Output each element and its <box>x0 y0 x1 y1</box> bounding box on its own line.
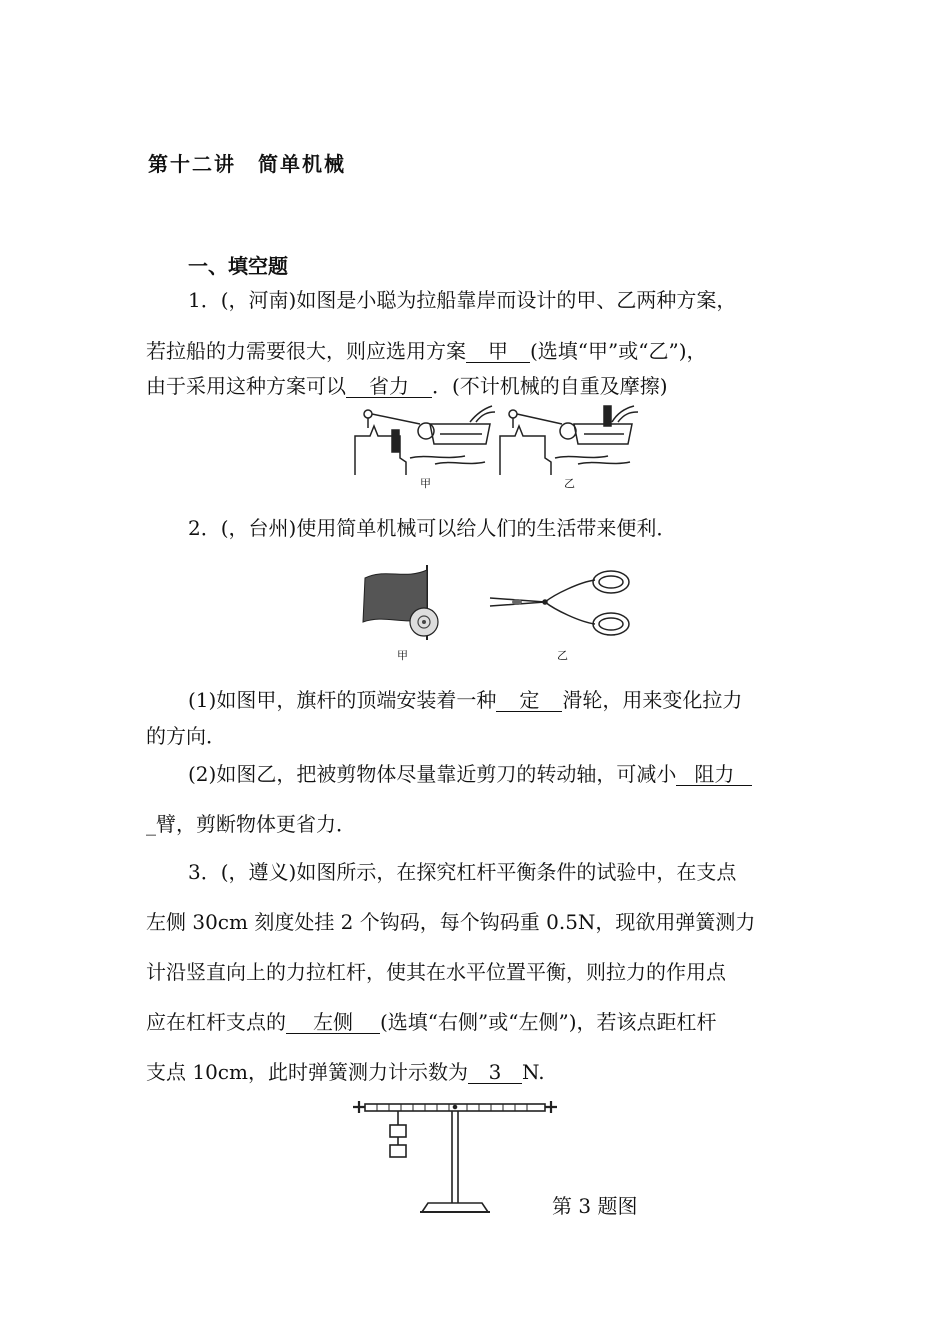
q3-line3: 计沿竖直向上的力拉杠杆，使其在水平位置平衡，则拉力的作用点 <box>146 960 726 984</box>
q2-sub1 <box>188 686 742 714</box>
q3-line4 <box>146 1008 717 1036</box>
q3-answer-2: 3 <box>468 1061 522 1084</box>
q2-answer-1: 定 <box>496 689 562 712</box>
scissors-figure <box>490 571 629 635</box>
q3-answer-1: 左侧 <box>286 1011 380 1034</box>
q1-line2-post: (选填“甲”或“乙”)， <box>530 339 707 363</box>
pulley-post-b <box>509 410 517 418</box>
q1-answer-2: 省力 <box>346 375 432 398</box>
hook-weight-2 <box>390 1145 406 1157</box>
q1-line1: 1．(，河南)如图是小聪为拉船靠岸而设计的甲、乙两种方案， <box>188 288 737 312</box>
q2-sub2 <box>188 760 752 788</box>
fulcrum-pivot <box>454 1106 457 1109</box>
q3-line4-pre: 应在杠杆支点的 <box>146 1010 286 1034</box>
q3-line1: 3．(，遵义)如图所示，在探究杠杆平衡条件的试验中，在支点 <box>188 860 737 884</box>
q3-line5-pre: 支点 10cm，此时弹簧测力计示数为 <box>146 1060 468 1084</box>
q3-line4-post: (选填“右侧”或“左侧”)，若该点距杠杆 <box>380 1010 717 1034</box>
q2-line1: 2．(，台州)使用简单机械可以给人们的生活带来便利． <box>188 516 677 540</box>
q1-line3-post: ．(不计机械的自重及摩擦) <box>432 374 668 398</box>
q1-line2 <box>146 337 707 365</box>
page-title: 第十二讲 简单机械 <box>148 152 346 176</box>
q2-sub2-line2: _臂，剪断物体更省力． <box>146 812 356 836</box>
q3-line5 <box>146 1058 545 1086</box>
reed-b <box>612 406 638 422</box>
q1-line3-pre: 由于采用这种方案可以 <box>146 374 346 398</box>
q2-fig-label-b: 乙 <box>557 649 568 662</box>
q2-figure <box>355 560 645 645</box>
q2-fig-label-a: 甲 <box>397 649 408 662</box>
q1-fig-label-b: 乙 <box>564 477 575 490</box>
left-adjust-nut <box>353 1101 365 1113</box>
q2-sub2-pre: (2)如图乙，把被剪物体尽量靠近剪刀的转动轴，可减小 <box>188 762 677 786</box>
q1-answer-1: 甲 <box>466 340 530 363</box>
q1-fig-label-a: 甲 <box>420 477 431 490</box>
q1-line2-pre: 若拉船的力需要很大，则应选用方案 <box>146 339 466 363</box>
right-adjust-nut <box>545 1101 557 1113</box>
flag-figure <box>363 565 438 640</box>
winch-b <box>604 406 611 426</box>
q3-line2: 左侧 30cm 刻度处挂 2 个钩码，每个钩码重 0.5N，现欲用弹簧测力 <box>146 910 756 934</box>
q2-sub1-post: 滑轮，用来变化拉力 <box>562 688 743 712</box>
q3-line5-post: N. <box>521 1060 545 1084</box>
section-heading: 一、填空题 <box>188 254 288 278</box>
winch-a <box>392 430 399 452</box>
reed-a <box>470 406 495 422</box>
pulley-post-a <box>364 410 372 418</box>
hook-weight-1 <box>390 1125 406 1137</box>
q1-line3 <box>146 372 668 400</box>
q2-answer-2: 阻力 <box>676 763 752 786</box>
q2-sub1-line2: 的方向． <box>146 724 226 748</box>
q1-figure <box>350 400 640 490</box>
lever-stand-base <box>422 1203 488 1212</box>
q3-figure-caption: 第 3 题图 <box>552 1194 638 1218</box>
q3-lever-figure <box>350 1095 560 1217</box>
bank-b <box>500 426 551 475</box>
q2-sub1-pre: (1)如图甲，旗杆的顶端安装着一种 <box>188 688 497 712</box>
